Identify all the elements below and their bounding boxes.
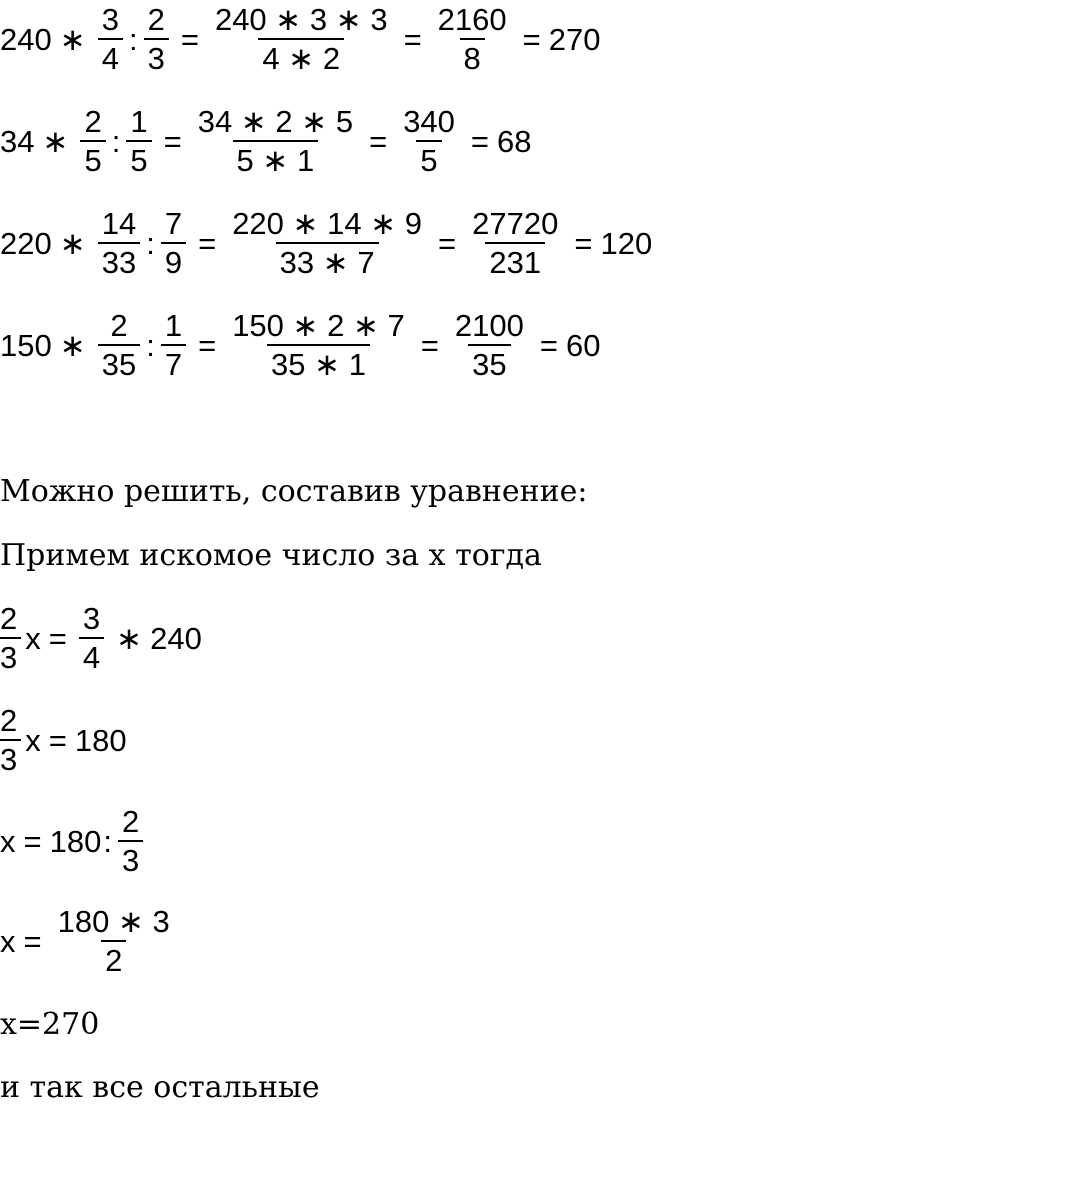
equation-line-3	[0, 208, 652, 278]
equation-line-2	[0, 106, 532, 176]
fraction	[118, 806, 143, 876]
denominator: 5	[80, 140, 105, 176]
equals-sign: =	[180, 21, 199, 57]
equals-sign: =	[163, 123, 182, 159]
equals-sign: =	[522, 21, 541, 57]
denominator: 3	[0, 739, 21, 775]
denominator: 5	[416, 140, 441, 176]
fraction	[0, 603, 21, 673]
numerator: 2	[0, 703, 18, 738]
denominator: 35	[468, 344, 510, 380]
denominator: 2	[101, 940, 126, 976]
equals-sign: =	[198, 225, 217, 261]
denominator: 35 ∗ 1	[267, 344, 370, 380]
equals-sign: =	[403, 21, 422, 57]
numerator: 7	[164, 206, 183, 241]
numerator: 34 ∗ 2 ∗ 5	[197, 104, 354, 139]
numerator: 2160	[437, 2, 507, 37]
fraction	[451, 310, 528, 380]
rest-text: и так все остальные	[0, 1070, 320, 1105]
division-sign: :	[146, 225, 155, 261]
times-sign: ∗	[59, 21, 86, 57]
numerator: 180 ∗ 3	[57, 904, 170, 939]
equals-sign: =	[420, 327, 439, 363]
fraction	[161, 310, 186, 380]
fraction	[54, 906, 174, 976]
denominator: 4	[79, 637, 104, 673]
times-sign: ∗	[116, 620, 143, 656]
let-x-text: Примем искомое число за х тогда	[0, 538, 542, 573]
numerator: 27720	[472, 206, 559, 241]
numerator: 2	[0, 601, 18, 636]
fraction	[228, 208, 426, 278]
result: 120	[600, 225, 653, 261]
variable: x	[25, 722, 41, 758]
variable: x	[0, 823, 16, 859]
numerator: 340	[403, 104, 455, 139]
times-sign: ∗	[59, 327, 86, 363]
numerator: 240 ∗ 3 ∗ 3	[214, 2, 388, 37]
denominator: 4 ∗ 2	[258, 38, 344, 74]
denominator: 3	[144, 38, 169, 74]
denominator: 3	[118, 840, 143, 876]
equation-step-3	[0, 806, 147, 876]
denominator: 5 ∗ 1	[233, 140, 319, 176]
fraction	[98, 4, 123, 74]
denominator: 7	[161, 344, 186, 380]
fraction	[194, 106, 357, 176]
denominator: 8	[460, 38, 485, 74]
numerator: 2	[147, 2, 165, 37]
numerator: 1	[164, 308, 183, 343]
result: 270	[548, 21, 601, 57]
operand: 240	[0, 21, 52, 57]
division-sign: :	[111, 123, 121, 159]
equals-sign: =	[438, 225, 457, 261]
fraction	[80, 106, 105, 176]
fraction	[211, 4, 392, 74]
operand: 220	[0, 225, 52, 261]
equals-sign: =	[574, 225, 593, 261]
numerator: 2100	[454, 308, 524, 343]
numerator: 3	[82, 601, 101, 636]
denominator: 9	[161, 242, 186, 278]
denominator: 3	[0, 637, 21, 673]
numerator: 1	[130, 104, 148, 139]
denominator: 231	[485, 242, 545, 278]
denominator: 35	[98, 344, 140, 380]
denominator: 5	[126, 140, 151, 176]
equation-step-4	[0, 906, 178, 976]
denominator: 33 ∗ 7	[276, 242, 379, 278]
value: 180	[49, 823, 102, 859]
fraction	[79, 603, 104, 673]
fraction	[228, 310, 409, 380]
answer-text: х=270	[0, 1007, 100, 1042]
result: 60	[565, 327, 601, 363]
fraction	[434, 4, 511, 74]
numerator: 3	[101, 2, 119, 37]
fraction	[399, 106, 459, 176]
fraction	[0, 705, 21, 775]
numerator: 14	[101, 206, 137, 241]
denominator: 4	[98, 38, 123, 74]
fraction	[98, 208, 140, 278]
numerator: 2	[84, 104, 102, 139]
fraction	[161, 208, 186, 278]
times-sign: ∗	[42, 123, 69, 159]
equals-sign: =	[23, 923, 42, 959]
numerator: 2	[121, 804, 140, 839]
numerator: 150 ∗ 2 ∗ 7	[232, 308, 405, 343]
numerator: 2	[110, 308, 128, 343]
operand: 240	[150, 620, 202, 656]
equation-line-1	[0, 4, 600, 74]
operand: 150	[0, 327, 52, 363]
division-sign: :	[146, 327, 155, 363]
value: 180	[74, 722, 127, 758]
fraction	[144, 4, 169, 74]
equation-line-4	[0, 310, 600, 380]
fraction	[98, 310, 140, 380]
equals-sign: =	[48, 620, 67, 656]
variable: x	[25, 620, 41, 656]
division-sign: :	[128, 21, 138, 57]
equation-step-1	[0, 603, 202, 673]
fraction	[126, 106, 151, 176]
result: 68	[497, 123, 532, 159]
operand: 34	[0, 123, 35, 159]
method-text: Можно решить, составив уравнение:	[0, 474, 588, 509]
variable: x	[0, 923, 16, 959]
equals-sign: =	[470, 123, 490, 159]
equals-sign: =	[369, 123, 388, 159]
equals-sign: =	[198, 327, 217, 363]
equals-sign: =	[48, 722, 67, 758]
equals-sign: =	[23, 823, 42, 859]
fraction	[468, 208, 562, 278]
numerator: 220 ∗ 14 ∗ 9	[232, 206, 423, 241]
equals-sign: =	[539, 327, 558, 363]
times-sign: ∗	[59, 225, 86, 261]
division-sign: :	[103, 823, 112, 859]
denominator: 33	[98, 242, 140, 278]
equation-step-2	[0, 705, 127, 775]
